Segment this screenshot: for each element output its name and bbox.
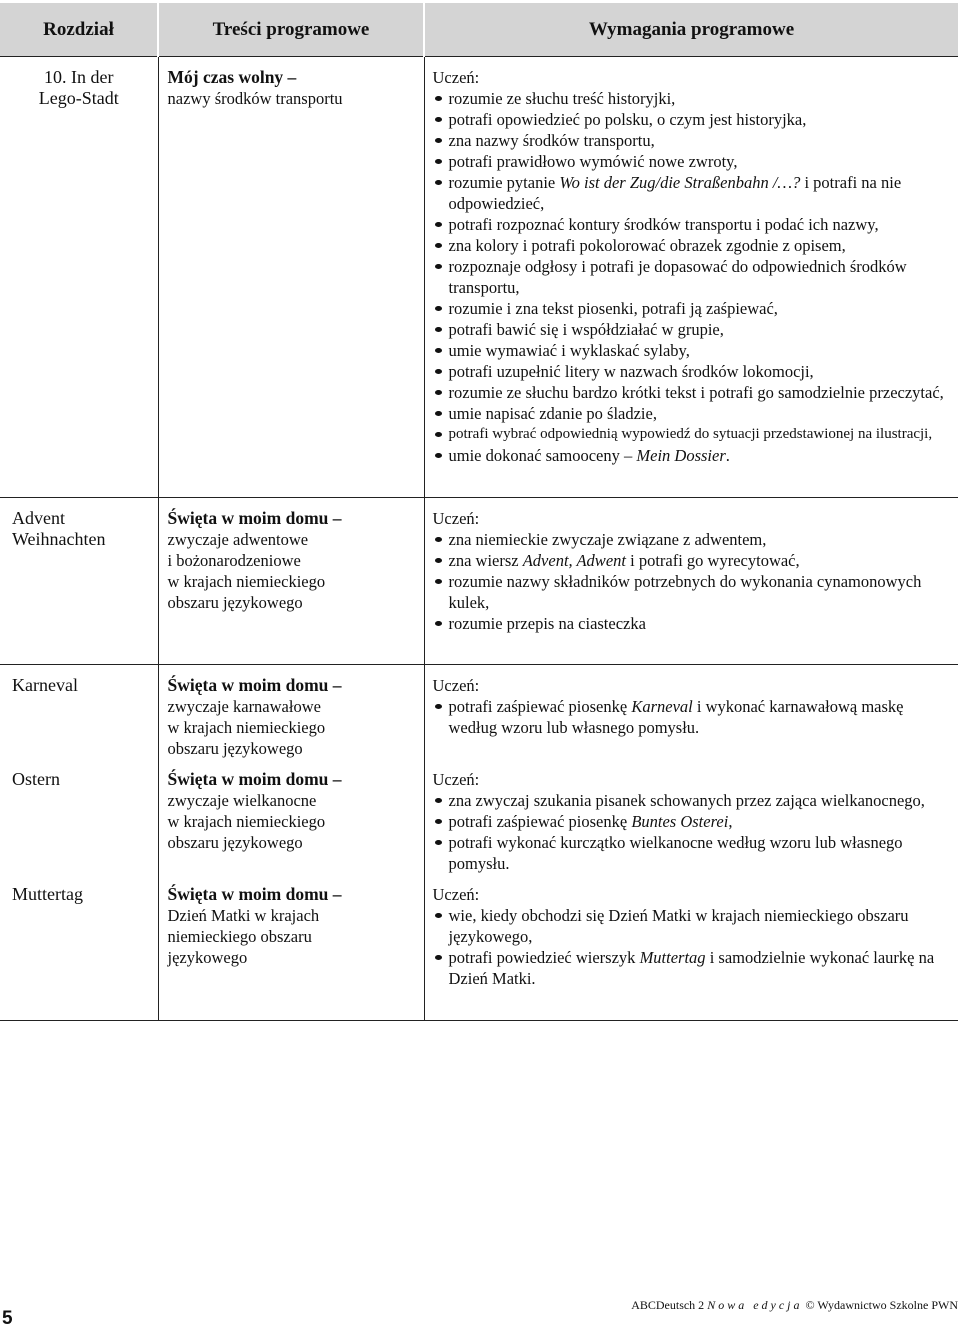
table-row bbox=[0, 759, 958, 874]
item-text: . bbox=[725, 446, 730, 465]
chapter-cell bbox=[0, 874, 158, 1021]
list-item: potrafi opowiedzieć po polsku, o czym jest historyjka, bbox=[433, 109, 951, 130]
header-content: Treści programowe bbox=[158, 3, 424, 57]
topic-cell bbox=[158, 874, 424, 1021]
cell-spacer bbox=[425, 989, 959, 1020]
page-number: 5 bbox=[2, 1308, 13, 1329]
list-item: potrafi wybrać odpowiednią wypowiedź do sytuacji przedstawionej na ilustracji, bbox=[433, 424, 951, 445]
footer-publisher: © Wydawnictwo Szkolne PWN bbox=[805, 1298, 958, 1312]
chapter-name: Ostern bbox=[12, 769, 60, 789]
topic-description: nazwy środków transportu bbox=[167, 89, 343, 108]
topic-cell bbox=[158, 498, 424, 665]
chapter-name: Muttertag bbox=[12, 884, 83, 904]
topic-title: Święta w moim domu – bbox=[167, 675, 342, 695]
cell-spacer bbox=[425, 634, 959, 664]
item-title: Muttertag bbox=[639, 948, 706, 967]
topic-cell bbox=[158, 57, 424, 498]
topic-title: Święta w moim domu – bbox=[167, 508, 342, 528]
list-item: umie napisać zdanie po śladzie, bbox=[433, 403, 951, 424]
item-text: potrafi zaśpiewać piosenkę bbox=[448, 697, 632, 716]
pupil-label: Uczeń: bbox=[432, 885, 480, 904]
item-text: i potrafi go wyrecytować, bbox=[625, 551, 800, 570]
item-text: zna wiersz bbox=[448, 551, 523, 570]
list-item bbox=[433, 947, 951, 989]
requirements-cell bbox=[424, 759, 958, 874]
list-item: rozpoznaje odgłosy i potrafi je dopasować do odpowiednich środków transportu, bbox=[433, 256, 951, 298]
list-item: rozumie ze słuchu bardzo krótki tekst i potrafi go samodzielnie przeczytać, bbox=[433, 382, 951, 403]
item-text: rozumie pytanie bbox=[448, 173, 560, 192]
item-text: umie dokonać samooceny – bbox=[448, 446, 637, 465]
list-item bbox=[433, 696, 951, 738]
list-item: zna niemieckie zwyczaje związane z adwentem, bbox=[433, 529, 951, 550]
header-requirements: Wymagania programowe bbox=[424, 3, 958, 57]
topic-title: Święta w moim domu – bbox=[167, 769, 342, 789]
requirements-list bbox=[433, 905, 951, 989]
list-item: zna kolory i potrafi pokolorować obrazek zgodnie z opisem, bbox=[433, 235, 951, 256]
list-item bbox=[433, 811, 951, 832]
topic-cell bbox=[158, 759, 424, 874]
requirements-cell bbox=[424, 498, 958, 665]
pupil-label: Uczeń: bbox=[432, 676, 480, 695]
requirements-block bbox=[425, 665, 959, 738]
list-item bbox=[433, 172, 951, 214]
topic-description: Dzień Matki w krajach niemieckiego obszaru językowego bbox=[167, 906, 320, 967]
topic-title: Mój czas wolny – bbox=[167, 67, 297, 87]
list-item: wie, kiedy obchodzi się Dzień Matki w krajach niemieckiego obszaru językowego, bbox=[433, 905, 951, 947]
chapter-name: Advent Weihnachten bbox=[12, 508, 106, 549]
list-item: rozumie przepis na ciasteczka bbox=[433, 613, 951, 634]
list-item: rozumie i zna tekst piosenki, potrafi ją zaśpiewać, bbox=[433, 298, 951, 319]
list-item bbox=[433, 445, 951, 466]
requirements-list bbox=[433, 529, 951, 634]
chapter-cell bbox=[0, 665, 158, 760]
requirements-list bbox=[433, 696, 951, 738]
requirements-cell bbox=[424, 665, 958, 760]
list-item: rozumie nazwy składników potrzebnych do wykonania cynamonowych kulek, bbox=[433, 571, 951, 613]
list-item: zna zwyczaj szukania pisanek schowanych przez zająca wielkanocnego, bbox=[433, 790, 951, 811]
item-text: potrafi zaśpiewać piosenkę bbox=[448, 812, 632, 831]
topic-title: Święta w moim domu – bbox=[167, 884, 342, 904]
list-item: zna nazwy środków transportu, bbox=[433, 130, 951, 151]
pupil-label: Uczeń: bbox=[432, 770, 480, 789]
topic-block bbox=[159, 498, 424, 613]
requirements-block bbox=[425, 57, 959, 466]
footer bbox=[631, 1298, 958, 1313]
cell-spacer bbox=[425, 466, 959, 497]
item-title: Karneval bbox=[631, 697, 693, 716]
requirements-block bbox=[425, 498, 959, 634]
item-text: i samodzielnie wykonać laurkę na Dzień Matki. bbox=[448, 948, 935, 988]
curriculum-table bbox=[0, 3, 958, 1021]
item-text: i potrafi na nie odpowiedzieć, bbox=[448, 173, 902, 213]
topic-description: zwyczaje wielkanocne w krajach niemieckiego obszaru językowego bbox=[167, 791, 326, 852]
table-body bbox=[0, 57, 958, 1021]
chapter-name: 10. In der Lego-Stadt bbox=[38, 67, 119, 108]
topic-block bbox=[159, 874, 424, 968]
list-item: umie wymawiać i wyklaskać sylaby, bbox=[433, 340, 951, 361]
header-chapter: Rozdział bbox=[0, 3, 158, 57]
pupil-label: Uczeń: bbox=[432, 509, 480, 528]
topic-description: zwyczaje karnawałowe w krajach niemieckiego obszaru językowego bbox=[167, 697, 326, 758]
table-row bbox=[0, 498, 958, 665]
list-item: rozumie ze słuchu treść historyjki, bbox=[433, 88, 951, 109]
requirements-list bbox=[433, 790, 951, 874]
item-text: , bbox=[728, 812, 733, 831]
list-item: potrafi uzupełnić litery w nazwach środków lokomocji, bbox=[433, 361, 951, 382]
topic-cell bbox=[158, 665, 424, 760]
item-title: Wo ist der Zug/die Straßenbahn /…? bbox=[559, 173, 801, 192]
chapter-name: Karneval bbox=[12, 675, 78, 695]
pupil-label: Uczeń: bbox=[432, 68, 480, 87]
item-title: Mein Dossier bbox=[636, 446, 726, 465]
chapter-cell bbox=[0, 498, 158, 665]
item-text: i wykonać karnawałową maskę według wzoru lub własnego pomysłu. bbox=[448, 697, 904, 737]
requirements-cell bbox=[424, 57, 958, 498]
table-row bbox=[0, 57, 958, 498]
list-item bbox=[433, 550, 951, 571]
list-item: potrafi prawidłowo wymówić nowe zwroty, bbox=[433, 151, 951, 172]
topic-block bbox=[159, 759, 424, 853]
item-text: potrafi powiedzieć wierszyk bbox=[448, 948, 640, 967]
requirements-block bbox=[425, 874, 959, 989]
table-row bbox=[0, 874, 958, 1021]
item-title: Advent, Adwent bbox=[522, 551, 626, 570]
list-item: potrafi rozpoznać kontury środków transportu i podać ich nazwy, bbox=[433, 214, 951, 235]
item-title: Buntes Osterei bbox=[631, 812, 729, 831]
chapter-cell bbox=[0, 57, 158, 498]
requirements-list bbox=[433, 88, 951, 466]
requirements-block bbox=[425, 759, 959, 874]
topic-block bbox=[159, 665, 424, 759]
topic-description: zwyczaje adwentowe i bożonarodzeniowe w krajach niemieckiego obszaru językowego bbox=[167, 530, 326, 612]
header-row bbox=[0, 3, 958, 57]
list-item: potrafi wykonać kurczątko wielkanocne według wzoru lub własnego pomysłu. bbox=[433, 832, 951, 874]
topic-block bbox=[159, 57, 424, 109]
list-item: potrafi bawić się i współdziałać w grupie, bbox=[433, 319, 951, 340]
chapter-cell bbox=[0, 759, 158, 874]
footer-series: ABCDeutsch 2 bbox=[631, 1298, 705, 1312]
footer-edition: Nowa edycja bbox=[707, 1298, 803, 1312]
table-row bbox=[0, 665, 958, 760]
requirements-cell bbox=[424, 874, 958, 1021]
